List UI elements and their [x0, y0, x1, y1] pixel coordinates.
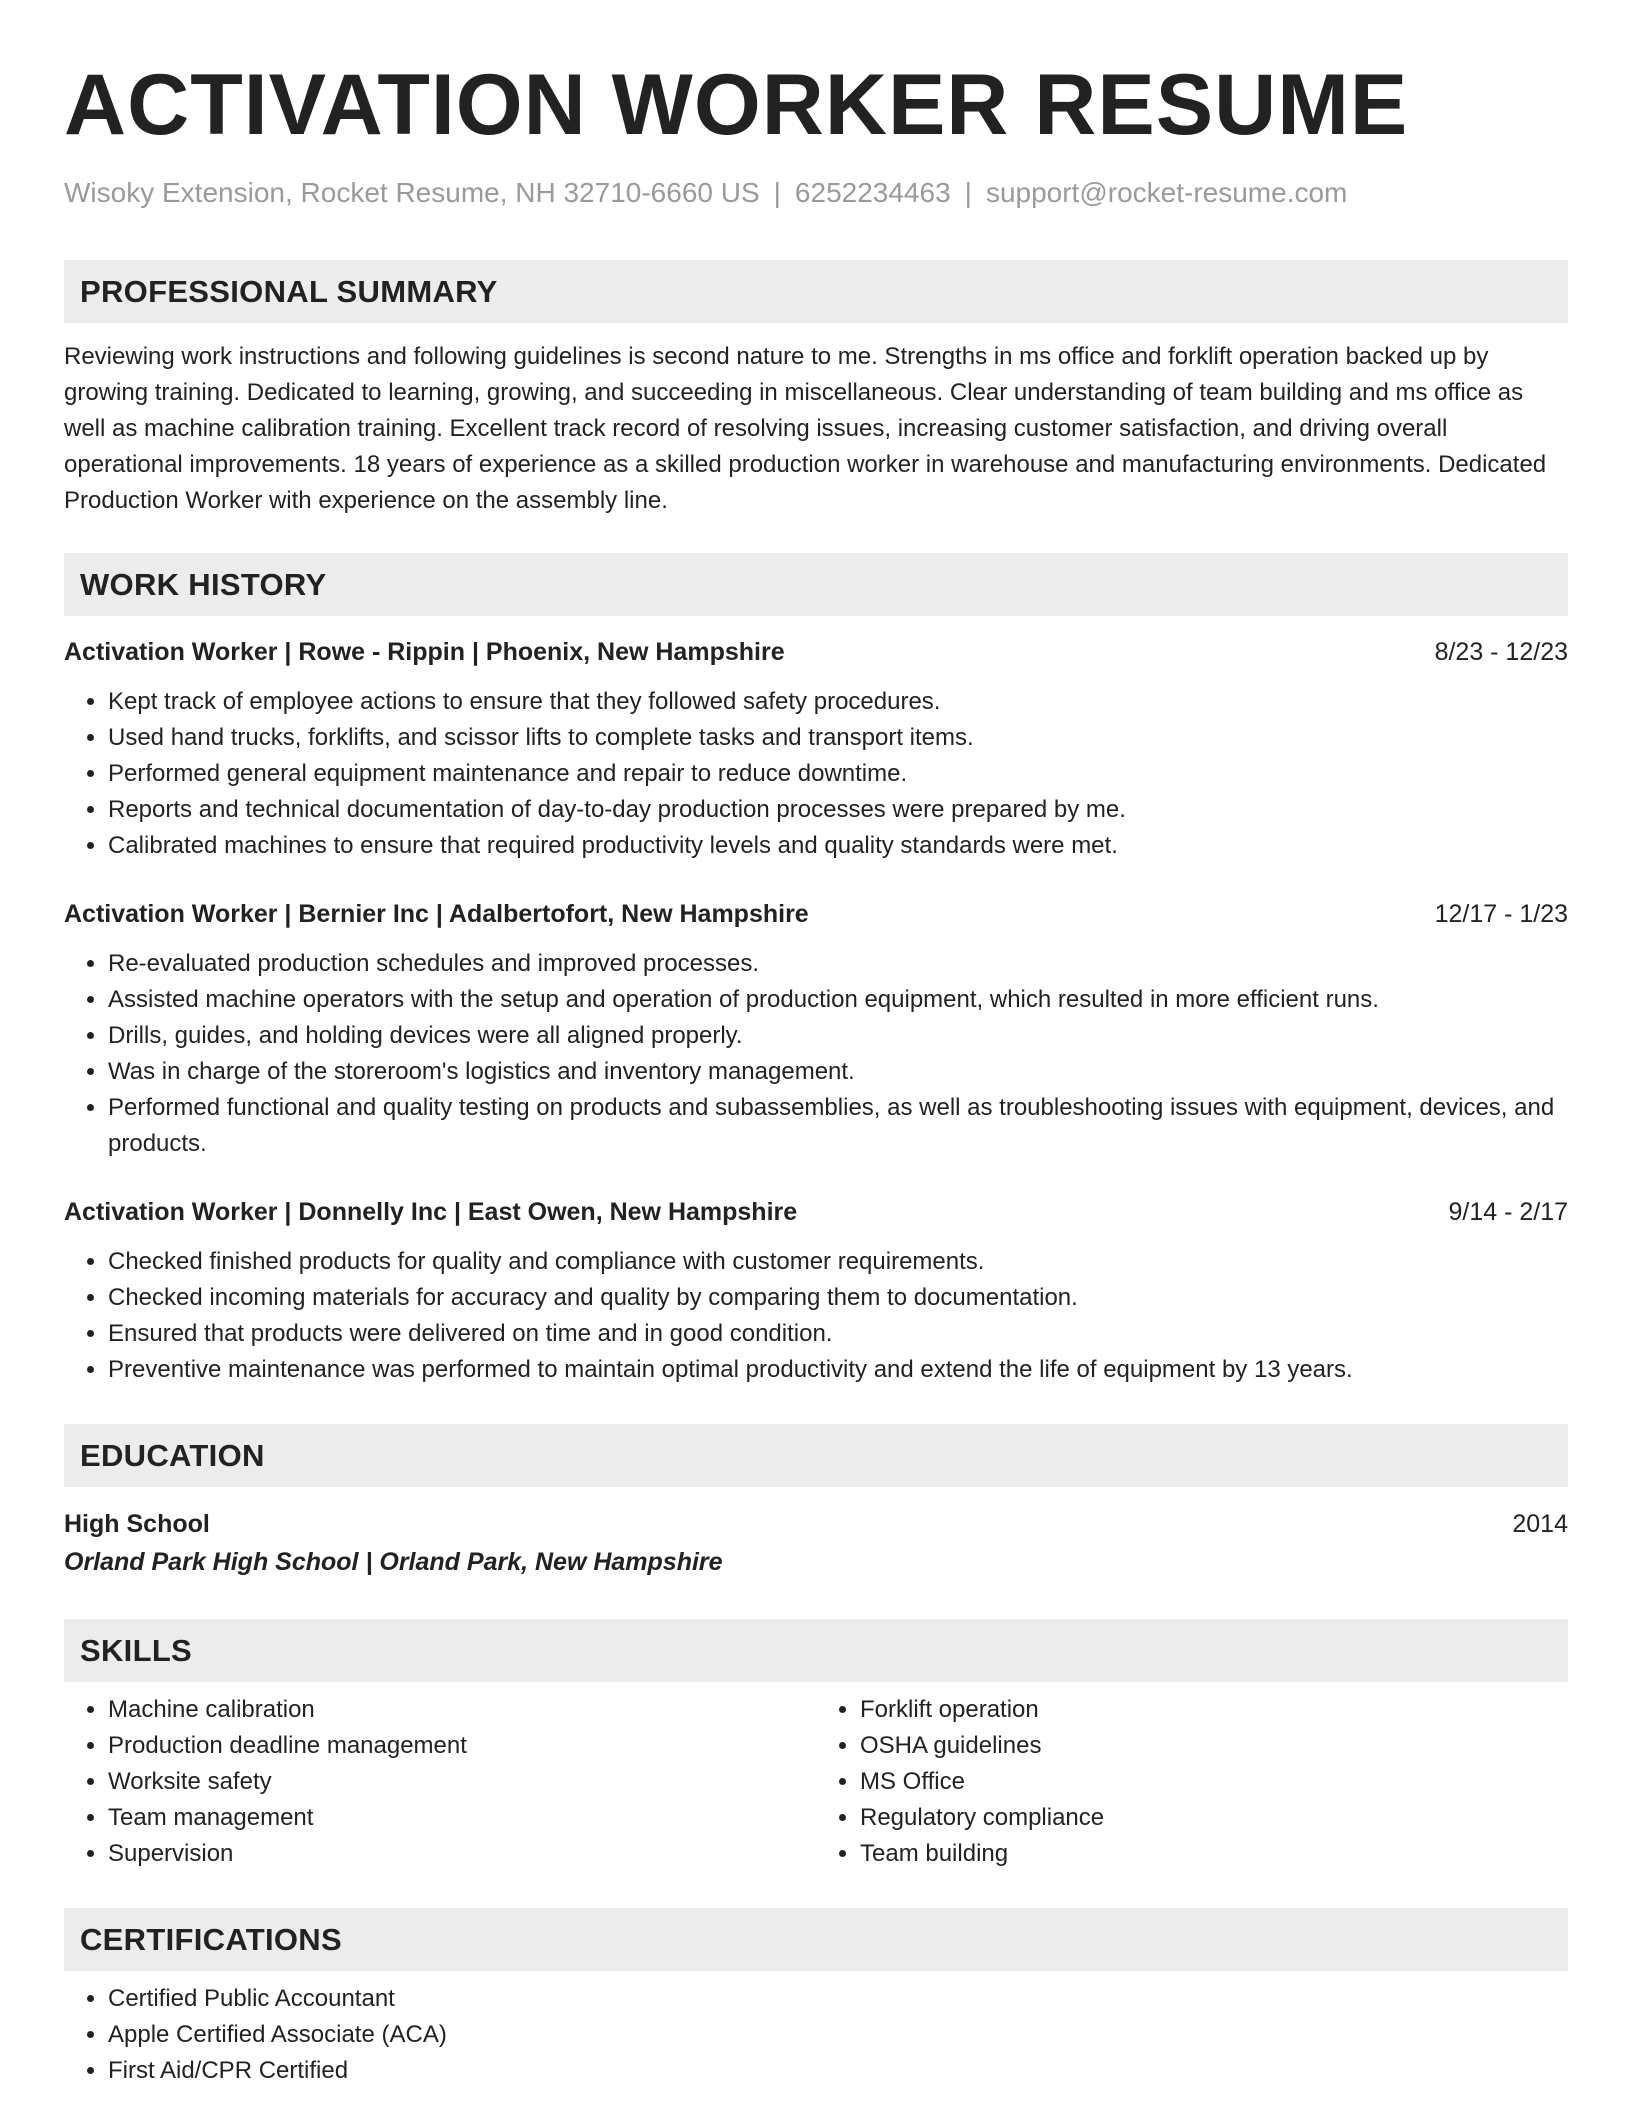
- section-header-certifications: CERTIFICATIONS: [64, 1908, 1568, 1971]
- section-header-work-history: WORK HISTORY: [64, 553, 1568, 616]
- job-bullets: [64, 1244, 1568, 1388]
- skill-item: • Team building: [860, 1836, 1568, 1872]
- job-bullets: [64, 684, 1568, 864]
- job-dates: 12/17 - 1/23: [1434, 900, 1568, 928]
- education-degree: High School: [64, 1510, 210, 1538]
- job-bullet: • Was in charge of the storeroom's logistics and inventory management.: [108, 1054, 1568, 1090]
- job-entry: [64, 634, 1568, 864]
- job-bullet: • Calibrated machines to ensure that required productivity levels and quality standards were met.: [108, 828, 1568, 864]
- skills-column-left: [64, 1692, 816, 1872]
- resume-title: ACTIVATION WORKER RESUME: [64, 57, 1409, 153]
- job-bullet: • Drills, guides, and holding devices were all aligned properly.: [108, 1018, 1568, 1054]
- section-header-summary: PROFESSIONAL SUMMARY: [64, 260, 1568, 323]
- contact-phone: 6252234463: [794, 177, 951, 208]
- section-header-skills: SKILLS: [64, 1619, 1568, 1682]
- job-bullets: [64, 946, 1568, 1162]
- skill-item: • MS Office: [860, 1764, 1568, 1800]
- job-bullet: • Ensured that products were delivered on time and in good condition.: [108, 1316, 1568, 1352]
- job-bullet: • Kept track of employee actions to ensure that they followed safety procedures.: [108, 684, 1568, 720]
- job-entry: [64, 896, 1568, 1162]
- contact-separator: |: [964, 177, 972, 208]
- contact-separator: |: [773, 177, 781, 208]
- job-entry: [64, 1194, 1568, 1388]
- job-bullet: • Performed general equipment maintenance and repair to reduce downtime.: [108, 756, 1568, 792]
- contact-email: support@rocket-resume.com: [985, 177, 1348, 208]
- contact-line: [64, 176, 1568, 210]
- skill-item: • Team management: [108, 1800, 816, 1836]
- job-bullet: • Performed functional and quality testing on products and subassemblies, as well as troubleshooting issues with equipment, devices, and products.: [108, 1090, 1568, 1162]
- skills-column-right: [816, 1692, 1568, 1872]
- skill-item: • Machine calibration: [108, 1692, 816, 1728]
- job-bullet: • Preventive maintenance was performed to maintain optimal productivity and extend the life of equipment by 13 years.: [108, 1352, 1568, 1388]
- education-header: [64, 1505, 1568, 1543]
- skill-item: • Regulatory compliance: [860, 1800, 1568, 1836]
- job-dates: 9/14 - 2/17: [1448, 1198, 1568, 1226]
- education-entry: [64, 1505, 1568, 1581]
- skill-item: • Supervision: [108, 1836, 816, 1872]
- job-dates: 8/23 - 12/23: [1434, 638, 1568, 666]
- skills-list: [64, 1692, 1568, 1872]
- job-bullet: • Assisted machine operators with the setup and operation of production equipment, which resulted in more efficient runs.: [108, 982, 1568, 1018]
- skill-item: • Production deadline management: [108, 1728, 816, 1764]
- job-title: Activation Worker | Rowe - Rippin | Phoenix, New Hampshire: [64, 638, 785, 666]
- certifications-list: [64, 1981, 1568, 2089]
- certification-item: • Certified Public Accountant: [108, 1981, 1568, 2017]
- certification-item: • Apple Certified Associate (ACA): [108, 2017, 1568, 2053]
- education-year: 2014: [1512, 1510, 1568, 1538]
- job-title: Activation Worker | Donnelly Inc | East Owen, New Hampshire: [64, 1198, 798, 1226]
- skill-item: • Forklift operation: [860, 1692, 1568, 1728]
- job-title: Activation Worker | Bernier Inc | Adalbertofort, New Hampshire: [64, 900, 809, 928]
- job-header: [64, 896, 1568, 932]
- summary-text: Reviewing work instructions and following guidelines is second nature to me. Strengths in ms office and forklift operation backed up by growing training. Dedicated to learning, growing, and succeeding in miscellaneous. Clear understanding of team building and ms office as well as machine calibration training. Excellent track record of resolving issues, increasing customer satisfaction, and driving overall operational improvements. 18 years of experience as a skilled production worker in warehouse and manufacturing environments. Dedicated Production Worker with experience on the assembly line.: [64, 343, 1547, 514]
- contact-address: Wisoky Extension, Rocket Resume, NH 32710-6660 US: [64, 177, 760, 208]
- job-bullet: • Re-evaluated production schedules and improved processes.: [108, 946, 1568, 982]
- education-school: Orland Park High School | Orland Park, New Hampshire: [64, 1548, 723, 1576]
- job-bullet: • Checked finished products for quality and compliance with customer requirements.: [108, 1244, 1568, 1280]
- job-bullet: • Reports and technical documentation of day-to-day production processes were prepared by me.: [108, 792, 1568, 828]
- job-bullet: • Used hand trucks, forklifts, and scissor lifts to complete tasks and transport items.: [108, 720, 1568, 756]
- job-bullet: • Checked incoming materials for accuracy and quality by comparing them to documentation.: [108, 1280, 1568, 1316]
- job-header: [64, 634, 1568, 670]
- section-header-education: EDUCATION: [64, 1424, 1568, 1487]
- skill-item: • Worksite safety: [108, 1764, 816, 1800]
- skill-item: • OSHA guidelines: [860, 1728, 1568, 1764]
- job-header: [64, 1194, 1568, 1230]
- certification-item: • First Aid/CPR Certified: [108, 2053, 1568, 2089]
